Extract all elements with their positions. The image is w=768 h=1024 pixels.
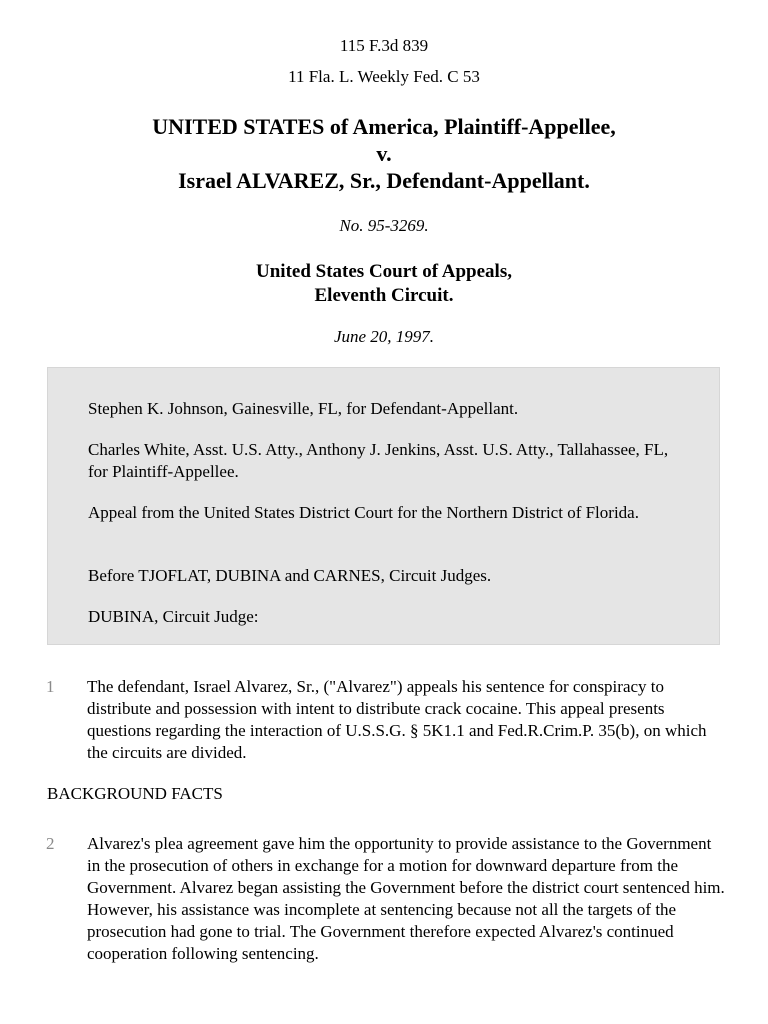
appeal-origin: Appeal from the United States District Court for the Northern District of Florida. — [88, 503, 639, 522]
caption-defendant: Israel ALVAREZ, Sr., Defendant-Appellant. — [178, 168, 590, 193]
paragraph-text: The defendant, Israel Alvarez, Sr., ("Alvarez") appeals his sentence for conspiracy to distribute and possession with intent to distribute crack cocaine. This appeal presents questions regarding the interaction of U.S.S.G. § 5K1.1 and Fed.R.Crim.P. 35(b), on which the circuits are divided. — [87, 677, 707, 762]
docket-number: No. 95-3269. — [339, 216, 429, 235]
counsel-plaintiff: Charles White, Asst. U.S. Atty., Anthony J. Jenkins, Asst. U.S. Atty., Tallahassee, FL, for Plaintiff-Appellee. — [88, 440, 669, 481]
court-name: United States Court of Appeals, — [256, 261, 512, 282]
reporter-citation: 115 F.3d 839 — [339, 36, 429, 55]
counsel-defendant: Stephen K. Johnson, Gainesville, FL, for Defendant-Appellant. — [88, 399, 519, 418]
caption-plaintiff: UNITED STATES of America, Plaintiff-Appellee, — [152, 114, 616, 139]
counsel-box — [47, 367, 720, 645]
opinion-author: DUBINA, Circuit Judge: — [88, 607, 259, 626]
section-heading: BACKGROUND FACTS — [47, 784, 223, 803]
paragraph-number: 1 — [46, 677, 55, 696]
secondary-citation: 11 Fla. L. Weekly Fed. C 53 — [288, 67, 480, 86]
caption-versus: v. — [376, 141, 392, 166]
decision-date: June 20, 1997. — [333, 327, 435, 346]
court-circuit: Eleventh Circuit. — [314, 285, 454, 306]
panel-judges: Before TJOFLAT, DUBINA and CARNES, Circuit Judges. — [88, 566, 492, 585]
paragraph-text: Alvarez's plea agreement gave him the opportunity to provide assistance to the Government in the prosecution of others in exchange for a motion for downward departure from the Government. Alvarez began assisting the Government before the district court sentenced him. However, his assistance was incomplete at sentencing because not all the targets of the prosecution had gone to trial. The Government therefore expected Alvarez's continued cooperation following sentencing. — [87, 834, 725, 963]
paragraph-number: 2 — [46, 834, 55, 853]
